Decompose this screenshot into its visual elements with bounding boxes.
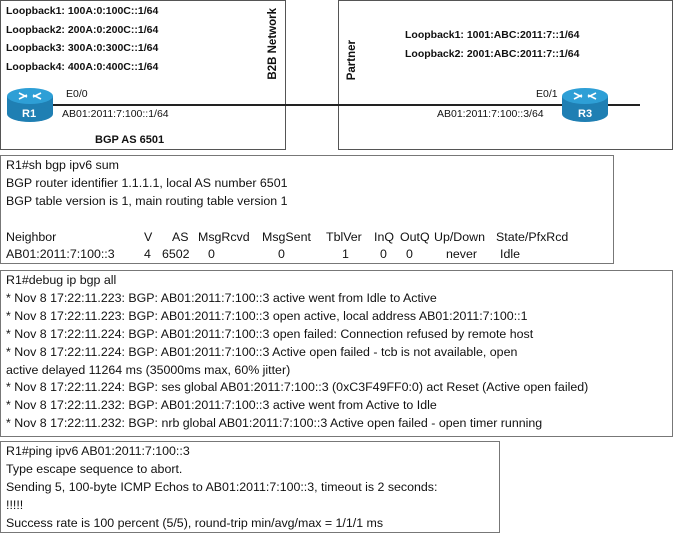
col-header: MsgSent [262,229,311,244]
cell: 6502 [162,247,190,262]
cli-line: * Nov 8 17:22:11.223: BGP: AB01:2011:7:100::3 open active, local address AB01:2011:7:100::1 [6,308,528,323]
bgp-table-row [6,246,608,264]
cli-line: Success rate is 100 percent (5/5), round-trip min/avg/max = 1/1/1 ms [6,515,384,530]
loopback-label: Loopback4: 400A:0:400C::1/64 [6,60,159,73]
as-label: BGP AS 6501 [95,134,165,146]
r3-interface-label: E0/1 [536,88,558,100]
cell: 0 [278,247,285,262]
cell: 0 [406,247,413,262]
right-network-box [338,0,673,150]
cli-line: R1#debug ip bgp all [6,273,117,287]
bgp-summary-panel [0,155,614,264]
cell: 4 [144,247,151,262]
col-header: MsgRcvd [198,229,250,244]
cli-line: * Nov 8 17:22:11.232: BGP: AB01:2011:7:100::3 active went from Active to Idle [6,398,437,413]
cli-line: * Nov 8 17:22:11.224: BGP: ses global AB01:2011:7:100::3 (0xC3F49FF0:0) act Reset (Active open failed) [6,380,589,395]
r1-interface-label: E0/0 [66,88,88,100]
router-r1-name: R1 [22,108,37,120]
partner-label: Partner [346,40,358,81]
right-loopback-list [405,26,580,63]
cli-line: * Nov 8 17:22:11.224: BGP: AB01:2011:7:100::3 Active open failed - tcb is not available, open [6,344,518,359]
r1-address-label: AB01:2011:7:100::1/64 [62,108,169,120]
cli-line: BGP router identifier 1.1.1.1, local AS number 6501 [6,175,288,190]
cli-line: BGP table version is 1, main routing table version 1 [6,193,288,208]
col-header: TblVer [326,229,362,244]
cli-line: active delayed 11264 ms (35000ms max, 60% jitter) [6,362,291,377]
router-r3-name: R3 [578,108,593,120]
loopback-label: Loopback1: 100A:0:100C::1/64 [6,5,159,17]
cell: 0 [208,247,215,262]
col-header: InQ [374,229,394,244]
cli-line: * Nov 8 17:22:11.232: BGP: nrb global AB01:2011:7:100::3 Active open failed - open timer running [6,416,543,431]
debug-panel [0,270,673,437]
col-header: Neighbor [6,229,57,244]
r3-address-label: AB01:2011:7:100::3/64 [437,108,544,120]
cli-line: Type escape sequence to abort. [6,461,183,476]
b2b-network-label: B2B Network [267,8,279,80]
cli-line: !!!!! [6,497,24,512]
col-header: Up/Down [434,229,485,244]
cell: never [446,247,477,262]
cli-line: * Nov 8 17:22:11.223: BGP: AB01:2011:7:100::3 active went from Idle to Active [6,290,437,305]
ping-panel [0,441,500,533]
bgp-table-header [6,229,608,247]
col-header: OutQ [400,229,430,244]
cli-line: R1#ping ipv6 AB01:2011:7:100::3 [6,444,190,458]
cli-line: R1#sh bgp ipv6 sum [6,158,119,172]
loopback-label: Loopback2: 2001:ABC:2011:7::1/64 [405,47,580,60]
loopback-label: Loopback2: 200A:0:200C::1/64 [6,23,159,36]
loopback-label: Loopback3: 300A:0:300C::1/64 [6,42,159,54]
cell: 1 [342,247,349,262]
link-line [40,104,640,106]
loopback-label: Loopback1: 1001:ABC:2011:7::1/64 [405,29,580,41]
col-header: AS [172,229,189,244]
cell: Idle [500,247,520,262]
col-header: V [144,229,153,244]
col-header: State/PfxRcd [496,229,569,244]
cell: AB01:2011:7:100::3 [6,247,115,262]
cell: 0 [380,247,387,262]
cli-line: Sending 5, 100-byte ICMP Echos to AB01:2011:7:100::3, timeout is 2 seconds: [6,479,438,494]
cli-line: * Nov 8 17:22:11.224: BGP: AB01:2011:7:100::3 open failed: Connection refused by remote host [6,326,534,341]
left-loopback-list [6,2,158,76]
